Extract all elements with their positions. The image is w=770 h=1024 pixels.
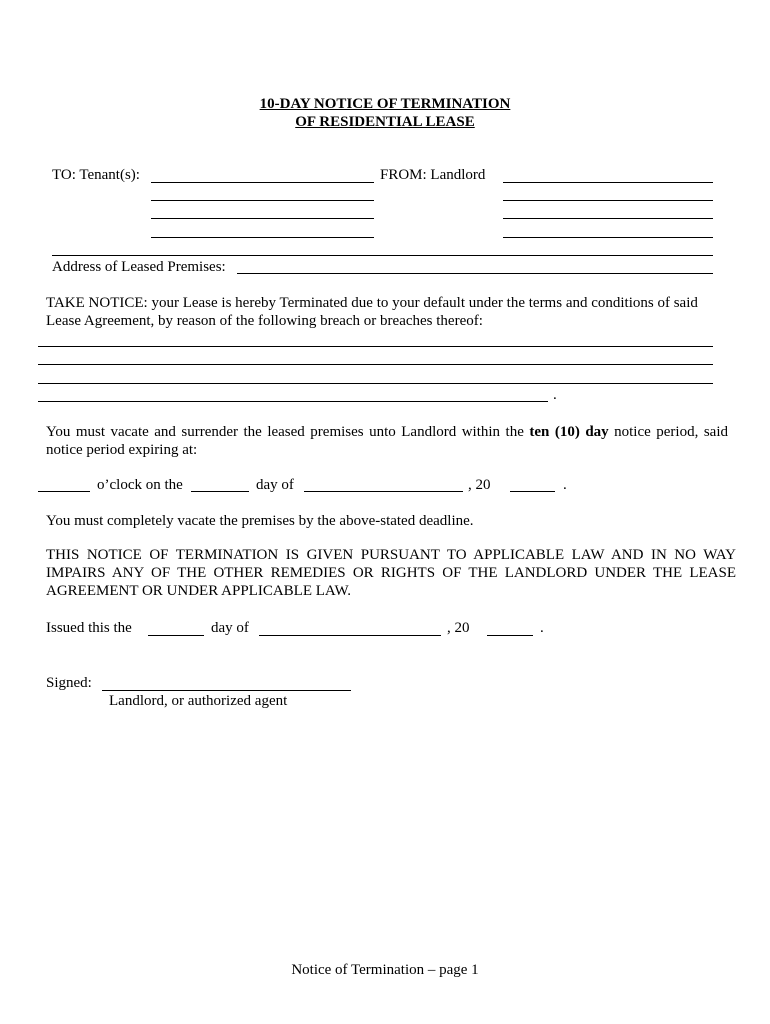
document-title-line2: OF RESIDENTIAL LEASE bbox=[295, 114, 475, 130]
landlord-line-4[interactable] bbox=[503, 237, 713, 238]
landlord-line-3[interactable] bbox=[503, 218, 713, 219]
oclock-label: o’clock on the bbox=[97, 477, 183, 493]
issued-end-mark: . bbox=[540, 620, 544, 636]
tenant-line-4[interactable] bbox=[151, 237, 374, 238]
deadline-year-prefix: , 20 bbox=[468, 477, 491, 493]
landlord-label: FROM: Landlord bbox=[380, 167, 486, 183]
notice-period-bold: ten (10) day bbox=[529, 424, 609, 440]
complete-vacate-text: You must completely vacate the premises by the above-stated deadline. bbox=[46, 513, 474, 529]
breach-line-1[interactable] bbox=[38, 346, 713, 347]
signature-caption: Landlord, or authorized agent bbox=[109, 693, 288, 709]
signature-line[interactable] bbox=[102, 690, 351, 691]
issued-year-prefix: , 20 bbox=[447, 620, 470, 636]
tenant-line-1[interactable] bbox=[151, 182, 374, 183]
breach-line-2[interactable] bbox=[38, 364, 713, 365]
page-footer: Notice of Termination – page 1 bbox=[291, 962, 479, 978]
address-line[interactable] bbox=[237, 273, 713, 274]
address-label: Address of Leased Premises: bbox=[52, 259, 226, 275]
tenant-line-3[interactable] bbox=[151, 218, 374, 219]
divider-line bbox=[52, 255, 713, 256]
landlord-line-2[interactable] bbox=[503, 200, 713, 201]
document-title-line1: 10-DAY NOTICE OF TERMINATION bbox=[259, 96, 511, 112]
issued-year-line[interactable] bbox=[487, 635, 533, 636]
signed-label: Signed: bbox=[46, 675, 92, 691]
issued-month-line[interactable] bbox=[259, 635, 441, 636]
tenant-label: TO: Tenant(s): bbox=[52, 167, 140, 183]
deadline-day-of-label: day of bbox=[256, 477, 294, 493]
breach-line-4[interactable] bbox=[38, 401, 548, 402]
deadline-month-line[interactable] bbox=[304, 491, 463, 492]
legal-notice-paragraph: THIS NOTICE OF TERMINATION IS GIVEN PURSUANT TO APPLICABLE LAW AND IN NO WAY IMPAIRS ANY OF THE OTHER REMEDIES OR RIGHTS OF THE LANDLORD UNDER THE LEASE AGREEMENT OR UNDER APPLICABLE LAW. bbox=[46, 547, 736, 599]
breach-end-mark: . bbox=[553, 387, 557, 403]
deadline-day-line[interactable] bbox=[191, 491, 249, 492]
deadline-hour-line[interactable] bbox=[38, 491, 90, 492]
issued-day-of-label: day of bbox=[211, 620, 249, 636]
tenant-line-2[interactable] bbox=[151, 200, 374, 201]
breach-line-3[interactable] bbox=[38, 383, 713, 384]
issued-label: Issued this the bbox=[46, 620, 132, 636]
landlord-line-1[interactable] bbox=[503, 182, 713, 183]
vacate-paragraph: You must vacate and surrender the leased premises unto Landlord within the ten (10) day notice period, said notice period expiring at: bbox=[46, 424, 728, 458]
deadline-year-line[interactable] bbox=[510, 491, 555, 492]
take-notice-paragraph: TAKE NOTICE: your Lease is hereby Terminated due to your default under the terms and conditions of said Lease Agreement, by reason of the following breach or breaches thereof: bbox=[46, 295, 698, 329]
issued-day-line[interactable] bbox=[148, 635, 204, 636]
deadline-end-mark: . bbox=[563, 477, 567, 493]
